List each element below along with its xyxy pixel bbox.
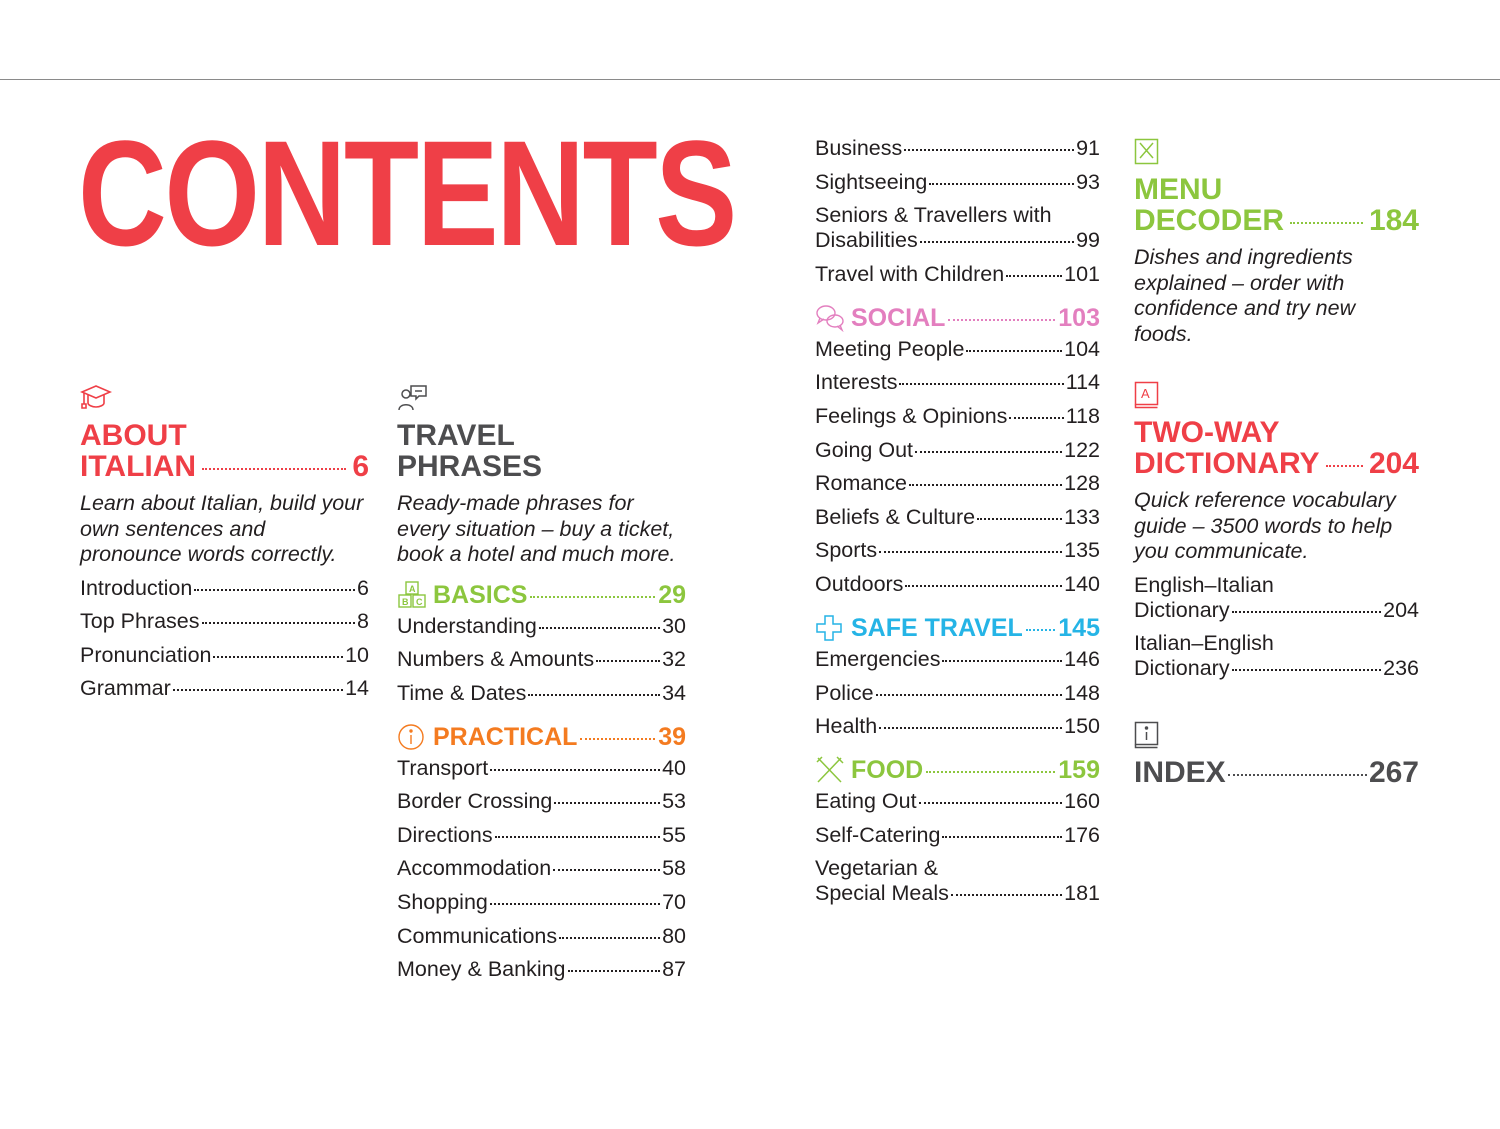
dictionary-title-line2: DICTIONARY — [1134, 447, 1320, 480]
entry-page: 10 — [345, 642, 369, 667]
toc-entry[interactable] — [815, 203, 1100, 253]
entry-page: 99 — [1076, 228, 1100, 253]
index-book-icon — [1134, 721, 1164, 749]
entry-page: 53 — [662, 789, 686, 814]
entry-label: Feelings & Opinions — [815, 403, 1008, 428]
social-title: SOCIAL — [851, 303, 946, 332]
entry-label: Self-Catering — [815, 822, 941, 847]
dot-leader — [173, 689, 343, 691]
toc-entry[interactable] — [815, 337, 1100, 362]
practical-continued-entries — [815, 136, 1100, 287]
entry-label: Sightseeing — [815, 169, 928, 194]
about-page: 6 — [352, 450, 369, 483]
entry-label: Border Crossing — [397, 789, 553, 814]
menu-title-line2: DECODER — [1134, 204, 1285, 237]
entry-label: Health — [815, 714, 878, 739]
entry-page: 135 — [1064, 538, 1100, 563]
dot-leader — [1006, 275, 1062, 277]
menu-card-icon — [1134, 138, 1164, 166]
dot-leader — [1026, 629, 1056, 631]
dot-leader — [495, 836, 660, 838]
basics-title: BASICS — [433, 580, 528, 609]
entry-label: Outdoors — [815, 571, 904, 596]
svg-text:C: C — [416, 596, 423, 607]
travel-description: Ready-made phrases for every situation – buy a ticket, book a hotel and much more. — [397, 491, 676, 566]
entry-page: 204 — [1383, 597, 1419, 622]
dot-leader — [554, 802, 660, 804]
index-page: 267 — [1368, 756, 1419, 790]
entry-page: 128 — [1064, 471, 1100, 496]
speech-person-icon — [397, 384, 427, 412]
dot-leader — [213, 656, 343, 658]
entry-label: Transport — [397, 755, 489, 780]
dot-leader — [879, 727, 1062, 729]
toc-entry[interactable] — [397, 957, 686, 982]
entry-label: Dictionary — [1134, 656, 1230, 681]
toc-entry[interactable] — [815, 572, 1100, 597]
entry-page: 122 — [1064, 437, 1100, 462]
toc-entry[interactable] — [815, 170, 1100, 195]
toc-entry[interactable] — [397, 614, 686, 639]
medical-cross-icon — [815, 614, 845, 642]
entry-label: Time & Dates — [397, 680, 527, 705]
dot-leader — [559, 937, 660, 939]
page-title: CONTENTS — [78, 109, 735, 277]
dot-leader — [905, 585, 1062, 587]
entry-label: Top Phrases — [80, 609, 200, 634]
dot-leader — [977, 518, 1062, 520]
dot-leader — [948, 319, 1055, 321]
entry-label: Dictionary — [1134, 597, 1230, 622]
safe-travel-heading[interactable] — [815, 613, 1100, 643]
entry-page: 176 — [1064, 822, 1100, 847]
dot-leader — [929, 183, 1074, 185]
svg-text:A: A — [409, 583, 416, 594]
entry-page: 34 — [662, 680, 686, 705]
dot-leader — [915, 451, 1062, 453]
entry-label: Understanding — [397, 613, 537, 638]
entry-page: 160 — [1064, 789, 1100, 814]
practical-page: 39 — [658, 722, 686, 751]
dot-leader — [596, 660, 660, 662]
entry-label: Going Out — [815, 437, 913, 462]
dot-leader — [202, 622, 356, 624]
dot-leader — [194, 589, 355, 591]
entry-label: Disabilities — [815, 228, 918, 253]
travel-title-line1: TRAVEL — [397, 419, 515, 452]
entry-label: Accommodation — [397, 856, 552, 881]
toc-entry[interactable] — [397, 647, 686, 672]
food-title: FOOD — [851, 756, 924, 785]
column-three — [815, 136, 1100, 906]
entry-page: 80 — [662, 923, 686, 948]
entry-label: Beliefs & Culture — [815, 504, 976, 529]
dot-leader — [942, 660, 1062, 662]
dot-leader — [490, 769, 660, 771]
social-entries — [815, 337, 1100, 597]
about-entries — [80, 576, 369, 702]
dot-leader — [899, 383, 1063, 385]
svg-text:B: B — [402, 596, 409, 607]
entry-page: 236 — [1383, 656, 1419, 681]
entry-page: 8 — [357, 609, 369, 634]
entry-label: Seniors & Travellers with — [815, 203, 1052, 228]
dot-leader — [942, 836, 1062, 838]
entry-label: Vegetarian & — [815, 856, 939, 881]
entry-page: 40 — [662, 755, 686, 780]
abc-blocks-icon — [397, 581, 427, 609]
entry-page: 101 — [1064, 261, 1100, 286]
dot-leader — [919, 802, 1063, 804]
entry-label: Italian–English — [1134, 631, 1274, 656]
entry-label: Eating Out — [815, 789, 917, 814]
dot-leader — [876, 694, 1063, 696]
travel-title[interactable] — [397, 420, 686, 482]
entry-page: 14 — [345, 676, 369, 701]
practical-title: PRACTICAL — [433, 722, 578, 751]
about-description: Learn about Italian, build your own sentences and pronounce words correctly. — [80, 491, 364, 566]
entry-page: 133 — [1064, 504, 1100, 529]
toc-entry[interactable] — [1134, 573, 1419, 623]
top-rule — [0, 79, 1500, 80]
toc-entry[interactable] — [815, 438, 1100, 463]
dictionary-title[interactable] — [1134, 417, 1419, 479]
toc-entry[interactable] — [815, 789, 1100, 814]
menu-title-line1: MENU — [1134, 173, 1223, 206]
entry-label: Emergencies — [815, 646, 941, 671]
entry-page: 181 — [1064, 881, 1100, 906]
index-title[interactable] — [1134, 757, 1419, 788]
about-title[interactable] — [80, 420, 369, 482]
entry-page: 114 — [1065, 370, 1100, 395]
basics-heading[interactable] — [397, 580, 686, 610]
toc-entry[interactable] — [815, 136, 1100, 161]
column-four — [1134, 138, 1419, 788]
entry-label: Business — [815, 136, 903, 160]
entry-label: Police — [815, 680, 874, 705]
entry-page: 30 — [662, 613, 686, 638]
food-heading[interactable] — [815, 755, 1100, 785]
toc-entry[interactable] — [815, 471, 1100, 496]
dot-leader — [951, 894, 1062, 896]
toc-entry[interactable] — [397, 924, 686, 949]
about-title-line2: ITALIAN — [80, 450, 197, 483]
travel-section — [397, 384, 686, 982]
dot-leader — [926, 771, 1055, 773]
entry-label: Grammar — [80, 676, 171, 701]
dictionary-book-icon — [1134, 381, 1164, 409]
entry-label: Money & Banking — [397, 957, 566, 982]
toc-entry[interactable] — [80, 643, 369, 668]
speech-bubbles-icon — [815, 304, 845, 332]
dot-leader — [1009, 417, 1063, 419]
toc-entry[interactable] — [815, 262, 1100, 287]
entry-label: Interests — [815, 370, 898, 395]
basics-page: 29 — [658, 580, 686, 609]
entry-page: 148 — [1064, 680, 1100, 705]
entry-page: 58 — [662, 856, 686, 881]
toc-entry[interactable] — [80, 576, 369, 601]
menu-page: 184 — [1368, 204, 1419, 237]
practical-entries — [397, 756, 686, 983]
toc-entry[interactable] — [80, 676, 369, 701]
toc-entry[interactable] — [815, 538, 1100, 563]
entry-label: Travel with Children — [815, 261, 1005, 286]
dot-leader — [568, 970, 661, 972]
toc-entry[interactable] — [397, 789, 686, 814]
basics-entries — [397, 614, 686, 706]
toc-entry[interactable] — [815, 404, 1100, 429]
food-page: 159 — [1058, 756, 1100, 785]
entry-label: Introduction — [80, 575, 193, 600]
entry-page: 146 — [1064, 646, 1100, 671]
entry-page: 93 — [1076, 169, 1100, 194]
menu-decoder-title[interactable] — [1134, 174, 1419, 236]
toc-entry[interactable] — [397, 756, 686, 781]
dictionary-description: Quick reference vocabulary guide – 3500 words to help you communicate. — [1134, 488, 1396, 563]
graduation-cap-icon — [80, 384, 110, 412]
entry-page: 118 — [1065, 403, 1100, 428]
dot-leader — [1232, 669, 1382, 671]
dot-leader — [553, 869, 660, 871]
toc-entry[interactable] — [397, 890, 686, 915]
entry-label: Shopping — [397, 890, 488, 915]
svg-text:A: A — [1141, 386, 1150, 401]
entry-label: Numbers & Amounts — [397, 647, 595, 672]
food-entries — [815, 789, 1100, 906]
safe-travel-page: 145 — [1058, 613, 1100, 642]
safe-travel-title: SAFE TRAVEL — [851, 613, 1023, 642]
dot-leader — [904, 149, 1074, 151]
toc-entry[interactable] — [815, 823, 1100, 848]
toc-entry[interactable] — [815, 370, 1100, 395]
entry-label: Meeting People — [815, 336, 965, 361]
about-section — [80, 384, 369, 701]
entry-page: 104 — [1064, 336, 1100, 361]
entry-page: 140 — [1064, 571, 1100, 596]
dot-leader — [1326, 465, 1363, 467]
dictionary-page: 204 — [1368, 447, 1419, 480]
practical-heading[interactable] — [397, 722, 686, 752]
toc-entry[interactable] — [815, 647, 1100, 672]
index-label: INDEX — [1134, 756, 1226, 790]
dot-leader — [490, 903, 660, 905]
dot-leader — [539, 627, 660, 629]
entry-label: Directions — [397, 822, 493, 847]
dot-leader — [202, 468, 346, 470]
dot-leader — [530, 596, 655, 598]
dot-leader — [909, 484, 1062, 486]
toc-entry[interactable] — [80, 609, 369, 634]
toc-entry[interactable] — [1134, 631, 1419, 681]
entry-label: Pronunciation — [80, 642, 212, 667]
toc-entry[interactable] — [397, 823, 686, 848]
entry-page: 32 — [662, 647, 686, 672]
entry-label: Sports — [815, 538, 878, 563]
toc-entry[interactable] — [815, 714, 1100, 739]
dot-leader — [1232, 611, 1382, 613]
dot-leader — [920, 241, 1074, 243]
dictionary-title-line1: TWO-WAY — [1134, 416, 1280, 449]
entry-page: 6 — [357, 575, 369, 600]
dot-leader — [528, 694, 660, 696]
about-title-line1: ABOUT — [80, 419, 187, 452]
entry-label: Communications — [397, 923, 558, 948]
toc-entry[interactable] — [815, 681, 1100, 706]
entry-label: Special Meals — [815, 881, 949, 906]
entry-page: 150 — [1064, 714, 1100, 739]
dictionary-entries — [1134, 573, 1419, 682]
entry-page: 70 — [662, 890, 686, 915]
entry-label: Romance — [815, 471, 908, 496]
dot-leader — [580, 738, 655, 740]
info-circle-icon — [397, 723, 427, 751]
social-page: 103 — [1058, 303, 1100, 332]
social-heading[interactable] — [815, 303, 1100, 333]
entry-page: 55 — [662, 822, 686, 847]
toc-entry[interactable] — [815, 505, 1100, 530]
travel-title-line2: PHRASES — [397, 450, 543, 483]
dot-leader — [879, 551, 1062, 553]
dot-leader — [966, 350, 1062, 352]
dot-leader — [1228, 774, 1367, 776]
safe-travel-entries — [815, 647, 1100, 739]
fork-knife-icon — [815, 756, 845, 784]
toc-entry[interactable] — [397, 681, 686, 706]
entry-label: English–Italian — [1134, 572, 1274, 597]
entry-page: 91 — [1076, 136, 1100, 160]
entry-page: 87 — [662, 957, 686, 982]
menu-description: Dishes and ingredients explained – order with confidence and try new foods. — [1134, 245, 1356, 346]
toc-entry[interactable] — [397, 856, 686, 881]
dot-leader — [1290, 222, 1363, 224]
toc-entry[interactable] — [815, 856, 1100, 906]
